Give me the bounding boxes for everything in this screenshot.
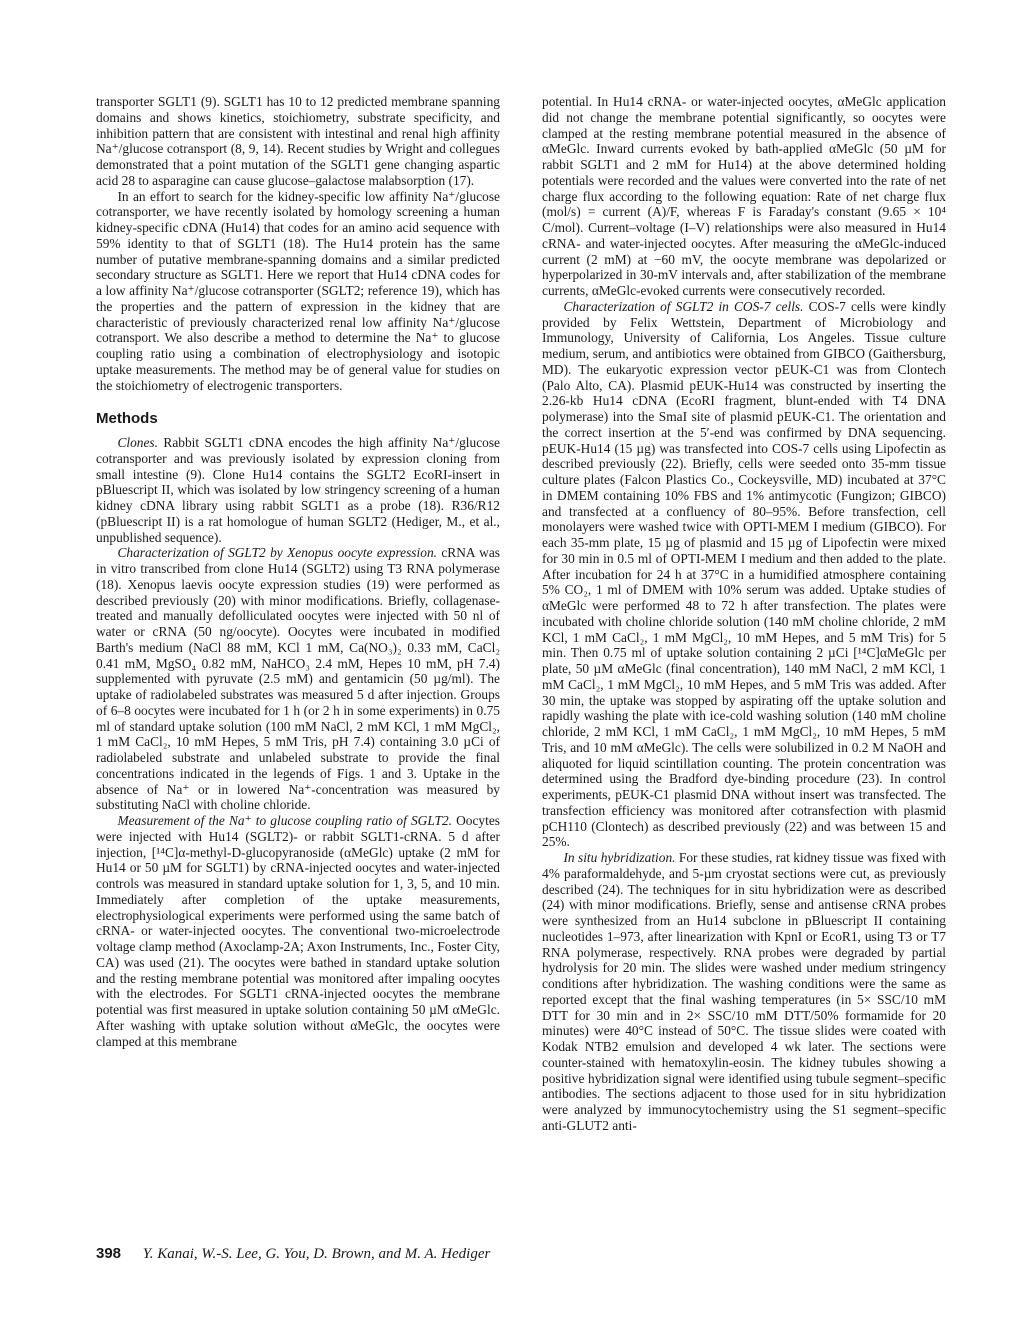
clones-run-head: Clones. [117, 435, 158, 450]
coupling-text: Oocytes were injected with Hu14 (SGLT2)- or rabbit SGLT1-cRNA. 5 d after injection, [¹⁴C]α-methyl-D-glucopyranoside (αMeGlc) uptake (2 mM for Hu14 or 50 µM for SGLT1) by cRNA-injected oocytes and water-injected controls was measured in standard uptake solution for 1, 3, 5, and 10 min. Immediately after completion of the uptake measurements, electrophysiological experiments were performed using the same batch of cRNA- or water-injected oocytes. The conventional two-microelectrode voltage clamp method (Axoclamp-2A; Axon Instruments, Inc., Foster City, CA) was used (21). The oocytes were bathed in standard uptake solution and the resting membrane potential was monitored after impaling oocytes with the electrodes. For SGLT1 cRNA-injected oocytes the membrane potential was first measured in uptake solution containing 50 µM αMeGlc. After washing with uptake solution without αMeGlc, the oocytes were clamped at this membrane [96, 813, 500, 1049]
page-number: 398 [96, 1245, 122, 1262]
cos-run-head: Characterization of SGLT2 in COS-7 cells. [563, 298, 804, 314]
insitu-text: For these studies, rat kidney tissue was fixed with 4% paraformaldehyde, and 5-µm cryostat sections were cut, as previously described (24). The techniques for in situ hybridization were as described (24) with minor modifications. Briefly, sense and antisense cRNA probes were synthesized from an Hu14 subclone in pBluescript II containing nucleotides 1–973, after linearization with KpnI or EcoR1, using T3 or T7 RNA polymerase, respectively. RNA probes were degraded by partial hydrolysis for 20 min. The slides were washed under medium stringency conditions after hybridization. The washing conditions were the same as reported except that the final washing temperatures (in 5× SSC/10 mM DTT for 30 min and in 2× SSC/10 mM DTT/50% formamide for 20 minutes) were 40°C instead of 50°C. The tissue slides were coated with Kodak NTB2 emulsion and developed 4 wk later. The sections were counter-stained with hematoxylin-eosin. The kidney tubules showing a positive hybridization signal were identified using tubule segment–specific antibodies. The sections adjacent to those used for in situ hybridization were analyzed by immunocytochemistry using the S1 segment–specific anti-GLUT2 anti- [542, 850, 946, 1133]
running-authors: Y. Kanai, W.-S. Lee, G. You, D. Brown, and M. A. Hediger [142, 1246, 491, 1262]
clones-paragraph [96, 435, 500, 545]
insitu-paragraph [542, 850, 946, 1134]
insitu-run-head: In situ hybridization. [563, 850, 676, 865]
potential-paragraph: potential. In Hu14 cRNA- or water-injected oocytes, αMeGlc application did not change the membrane potential significantly, so oocytes were clamped at the resting membrane potential measured in the absence of αMeGlc. Inward currents evoked by bath-applied αMeGlc (50 µM for rabbit SGLT1 and 2 mM for Hu14) at the above determined holding potentials were recorded and the values were converted into the rate of net charge flux according to the following equation: Rate of net charge flux (mol/s) = current (A)/F, whereas F is Faraday's constant (9.65 × 10⁴ C/mol). Current–voltage (I–V) relationships were also measured in Hu14 cRNA- and water-injected oocytes. After measuring the αMeGlc-induced current (2 mM) at −60 mV, the oocyte membrane was depolarized or hyperpolarized in 30-mV intervals and, after stabilization of the membrane currents, αMeGlc-evoked currents were consecutively recorded. [542, 94, 946, 298]
cos-paragraph [542, 299, 946, 850]
xenopus-run-head: Characterization of SGLT2 by Xenopus oocyte expression. [117, 545, 437, 561]
xenopus-text: cRNA was in vitro transcribed from clone Hu14 (SGLT2) using T3 RNA polymerase (18). Xenopus laevis oocyte expression studies (19) were performed as described previously (20) with minor modifications. Briefly, collagenase-treated and manually defolliculated oocytes were injected with 50 nl of water or cRNA (50 ng/oocyte). Oocytes were incubated in modified Barth's medium (NaCl 88 mM, KCl 1 mM, Ca(NO₃)₂ 0.33 mM, CaCl₂ 0.41 mM, MgSO₄ 0.82 mM, NaHCO₃ 2.4 mM, Hepes 10 mM, pH 7.4) supplemented with pyruvate (2.5 mM) and gentamicin (50 µg/ml). The uptake of radiolabeled substrates was measured 5 d after injection. Groups of 6–8 oocytes were incubated for 1 h (or 2 h in some experiments) in 0.75 ml of standard uptake solution (100 mM NaCl, 2 mM KCl, 1 mM MgCl₂, 1 mM CaCl₂, 10 mM Hepes, 5 mM Tris, pH 7.4) containing 3.0 µCi of radiolabeled substrate and unlabeled substrate to provide the final concentrations indicated in the legends of Figs. 1 and 3. Uptake in the absence of Na⁺ or in lowered Na⁺-concentration was measured by substituting NaCl with choline chloride. [96, 545, 500, 813]
page-footer [96, 1245, 490, 1263]
clones-text: Rabbit SGLT1 cDNA encodes the high affinity Na⁺/glucose cotransporter and was previously isolated by expression cloning from small intestine (9). Clone Hu14 contains the SGLT2 EcoRI-insert in pBluescript II, which was isolated by low stringency screening of a human kidney cDNA library using rabbit SGLT1 as a probe (18). R36/R12 (pBluescript II) is a rat homologue of human SGLT2 (Hediger, M., et al., unpublished sequence). [96, 435, 500, 545]
coupling-paragraph [96, 813, 500, 1049]
left-column [96, 94, 500, 1049]
right-column [542, 94, 946, 1134]
methods-heading: Methods [96, 410, 158, 428]
coupling-run-head: Measurement of the Na⁺ to glucose coupling ratio of SGLT2. [117, 813, 452, 828]
intro-paragraph-1: transporter SGLT1 (9). SGLT1 has 10 to 12 predicted membrane spanning domains and shows kinetics, stoichiometry, substrate specificity, and inhibition pattern that are consistent with intestinal and renal high affinity Na⁺/glucose cotransport (8, 9, 14). Recent studies by Wright and collegues demonstrated that a point mutation of the SGLT1 gene changing aspartic acid 28 to asparagine can cause glucose–galactose malabsorption (17). [96, 94, 500, 188]
xenopus-paragraph [96, 545, 500, 813]
intro-paragraph-2: In an effort to search for the kidney-specific low affinity Na⁺/glucose cotransporter, we have recently isolated by homology screening a human kidney-specific cDNA (Hu14) that codes for an amino acid sequence with 59% identity to that of SGLT1 (18). The Hu14 protein has the same number of putative membrane-spanning domains and a similar predicted secondary structure as SGLT1. Here we report that Hu14 cDNA codes for a low affinity Na⁺/glucose cotransporter (SGLT2; reference 19), which has the properties and the pattern of expression in the kidney that are characteristic of previously characterized renal low affinity Na⁺/glucose cotransport. We also describe a method to determine the Na⁺ to glucose coupling ratio using a combination of electrophysiology and isotopic uptake measurements. The method may be of general value for studies on the stoichiometry of electrogenic transporters. [96, 188, 500, 393]
cos-text: COS-7 cells were kindly provided by Felix Wettstein, Department of Microbiology and Immunology, University of California, Los Angeles. Tissue culture medium, serum, and antibiotics were obtained from GIBCO (Gaithersburg, MD). The eukaryotic expression vector pEUK-C1 was from Clontech (Palo Alto, CA). Plasmid pEUK-Hu14 was constructed by inserting the 2.26-kb Hu14 cDNA (EcoRI fragment, blunt-ended with T4 DNA polymerase) into the SmaI site of plasmid pEUK-C1. The orientation and the correct insertion at the 5′-end was confirmed by DNA sequencing. pEUK-Hu14 (15 µg) was transfected into COS-7 cells using Lipofectin as described previously (22). Briefly, cells were seeded onto 35-mm tissue culture plates (Falcon Plastics Co., Cockeysville, MD) incubated at 37°C in DMEM containing 10% FBS and 1% antimycotic (Fungizon; GIBCO) and transfected at a confluency of 80–95%. Before transfection, cell monolayers were washed twice with OPTI-MEM I medium (GIBCO). For each 35-mm plate, 15 µg of plasmid and 15 µg of Lipofectin were mixed for 30 min in 0.5 ml of OPTI-MEM I medium and then added to the plate. After incubation for 24 h at 37°C in a humidified atmosphere containing 5% CO₂, 1 ml of DMEM with 10% serum was added. Uptake studies of αMeGlc were performed 48 to 72 h after transfection. The plates were incubated with choline chloride solution (140 mM choline chloride, 2 mM KCl, 1 mM CaCl₂, 1 mM MgCl₂, 10 mM Hepes, and 5 mM Tris) for 5 min. Then 0.75 ml of uptake solution containing 2 µCi [¹⁴C]αMeGlc per plate, 50 µM αMeGlc (final concentration), 140 mM NaCl, 2 mM KCl, 1 mM CaCl₂, 1 mM MgCl₂, 10 mM Hepes, and 5 mM Tris was added. After 30 min, the uptake was stopped by aspirating off the uptake solution and rapidly washing the plate with ice-cold washing solution (140 mM choline chloride, 2 mM KCl, 1 mM CaCl₂, 1 mM MgCl₂, 10 mM Hepes, 5 mM Tris, and 10 mM αMeGlc). The cells were solubilized in 0.2 M NaOH and aliquoted for liquid scintillation counting. The protein concentration was determined using the Bradford dye-binding procedure (23). In control experiments, pEUK-C1 plasmid DNA without insert was transfected. The transfection efficiency was monitored after cotransfection with plasmid pCH110 (Clontech) as described previously (22) and was between 15 and 25%. [542, 298, 947, 850]
